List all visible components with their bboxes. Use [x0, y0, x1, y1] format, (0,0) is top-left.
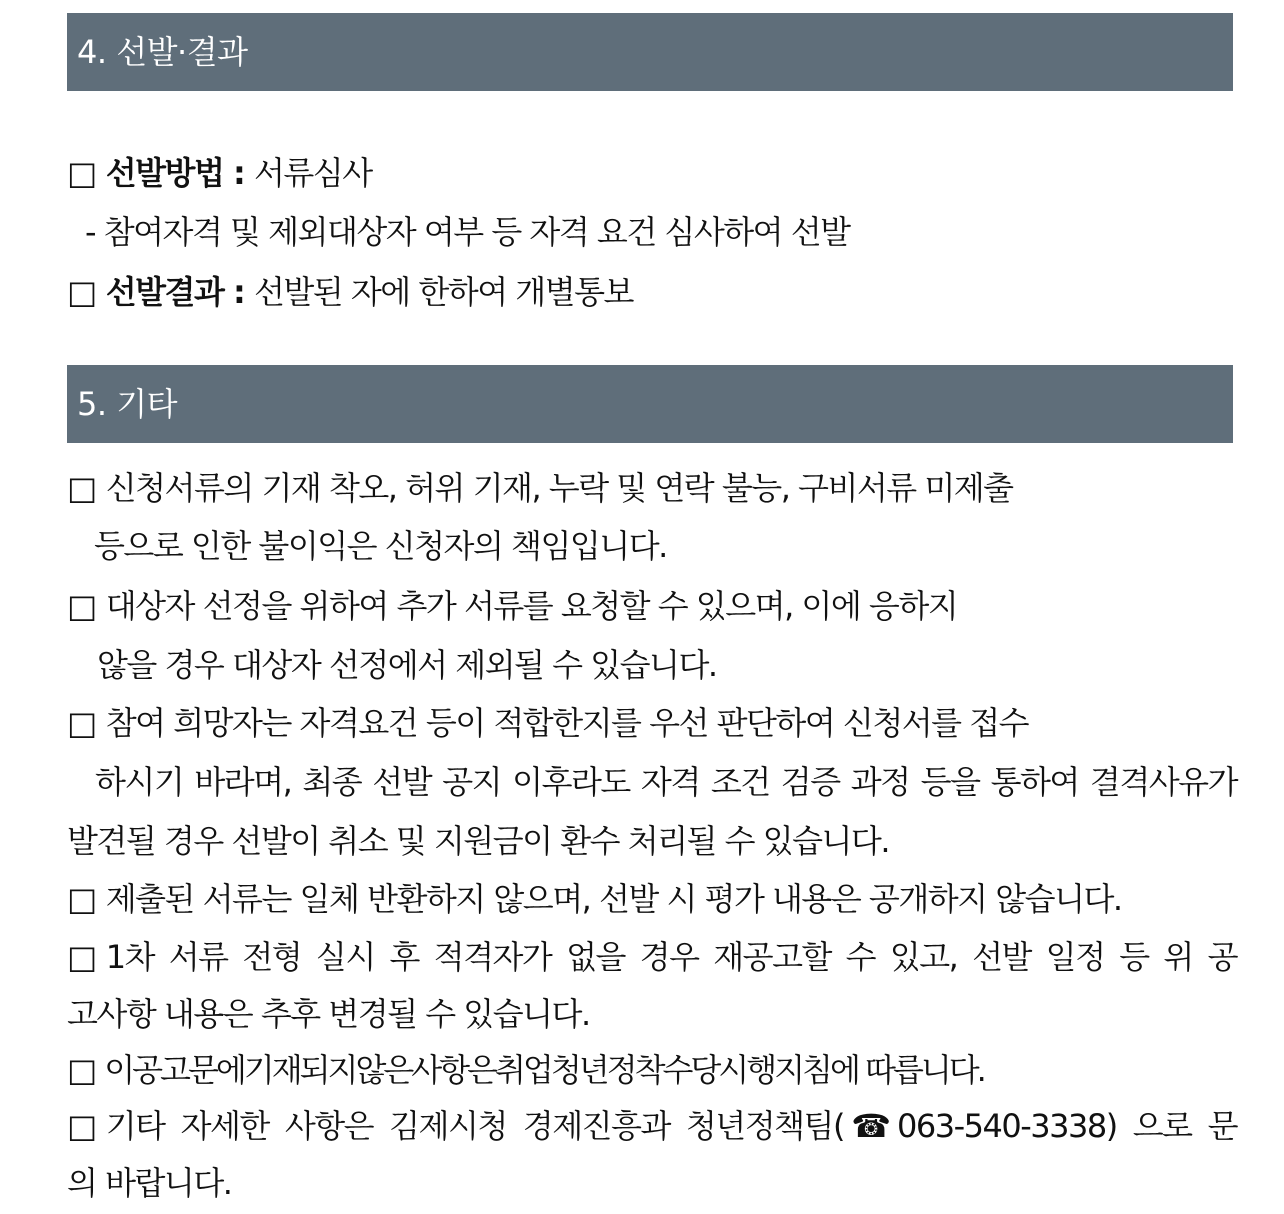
notice-continuation: 의 바랍니다.: [67, 1164, 232, 1202]
selection-result-term: 선발결과: [105, 273, 224, 311]
colon-separator: :: [233, 154, 245, 192]
checkbox-icon: □: [67, 469, 96, 507]
notice-item: [67, 1106, 1237, 1146]
section-5-heading: 5. 기타: [67, 365, 1233, 443]
selection-method-detail: - 참여자격 및 제외대상자 여부 등 자격 요건 심사하여 선발: [85, 213, 850, 251]
notice-continuation: 않을 경우 대상자 선정에서 제외될 수 있습니다.: [97, 646, 717, 684]
checkbox-icon: □: [67, 1107, 96, 1145]
colon-separator: :: [233, 273, 245, 311]
selection-method-value: 서류심사: [253, 154, 372, 192]
checkbox-icon: □: [67, 273, 96, 311]
notice-text: 이공고문에기재되지않은사항은취업청년정착수당시행지침에 따릅니다.: [104, 1051, 984, 1089]
notice-item: [67, 468, 1237, 508]
selection-result-line: [67, 272, 1237, 312]
notice-item: [67, 703, 1237, 743]
section-4-heading: 4. 선발·결과: [67, 13, 1233, 91]
notice-continuation: 발견될 경우 선발이 취소 및 지원금이 환수 처리될 수 있습니다.: [67, 822, 890, 860]
checkbox-icon: □: [67, 1051, 95, 1089]
notice-item: [67, 1050, 1237, 1090]
notice-item: [67, 879, 1237, 919]
notice-text: 대상자 선정을 위하여 추가 서류를 요청할 수 있으며, 이에 응하지: [105, 587, 958, 625]
notice-text: 신청서류의 기재 착오, 허위 기재, 누락 및 연락 불능, 구비서류 미제출: [105, 469, 1013, 507]
selection-method-line: [67, 153, 1237, 193]
notice-continuation: 하시기 바라며, 최종 선발 공지 이후라도 자격 조건 검증 과정 등을 통하여 결격사유가: [95, 763, 1237, 801]
notice-item: [67, 586, 1237, 626]
checkbox-icon: □: [67, 704, 96, 742]
notice-text: 1차 서류 전형 실시 후 적격자가 없을 경우 재공고할 수 있고, 선발 일정 등 위 공: [105, 938, 1237, 976]
checkbox-icon: □: [67, 154, 96, 192]
notice-text: 참여 희망자는 자격요건 등이 적합한지를 우선 판단하여 신청서를 접수: [105, 704, 1029, 742]
notice-continuation: 고사항 내용은 추후 변경될 수 있습니다.: [67, 995, 590, 1033]
notice-continuation: 등으로 인한 불이익은 신청자의 책임입니다.: [94, 527, 667, 565]
checkbox-icon: □: [67, 880, 96, 918]
notice-text: 기타 자세한 사항은 김제시청 경제진흥과 청년정책팀(☎063-540-3338) 으로 문: [105, 1107, 1237, 1145]
notice-text: 제출된 서류는 일체 반환하지 않으며, 선발 시 평가 내용은 공개하지 않습니다.: [105, 880, 1122, 918]
checkbox-icon: □: [67, 587, 96, 625]
notice-item: [67, 937, 1237, 977]
selection-method-term: 선발방법: [105, 154, 224, 192]
selection-result-value: 선발된 자에 한하여 개별통보: [253, 273, 633, 311]
checkbox-icon: □: [67, 938, 96, 976]
